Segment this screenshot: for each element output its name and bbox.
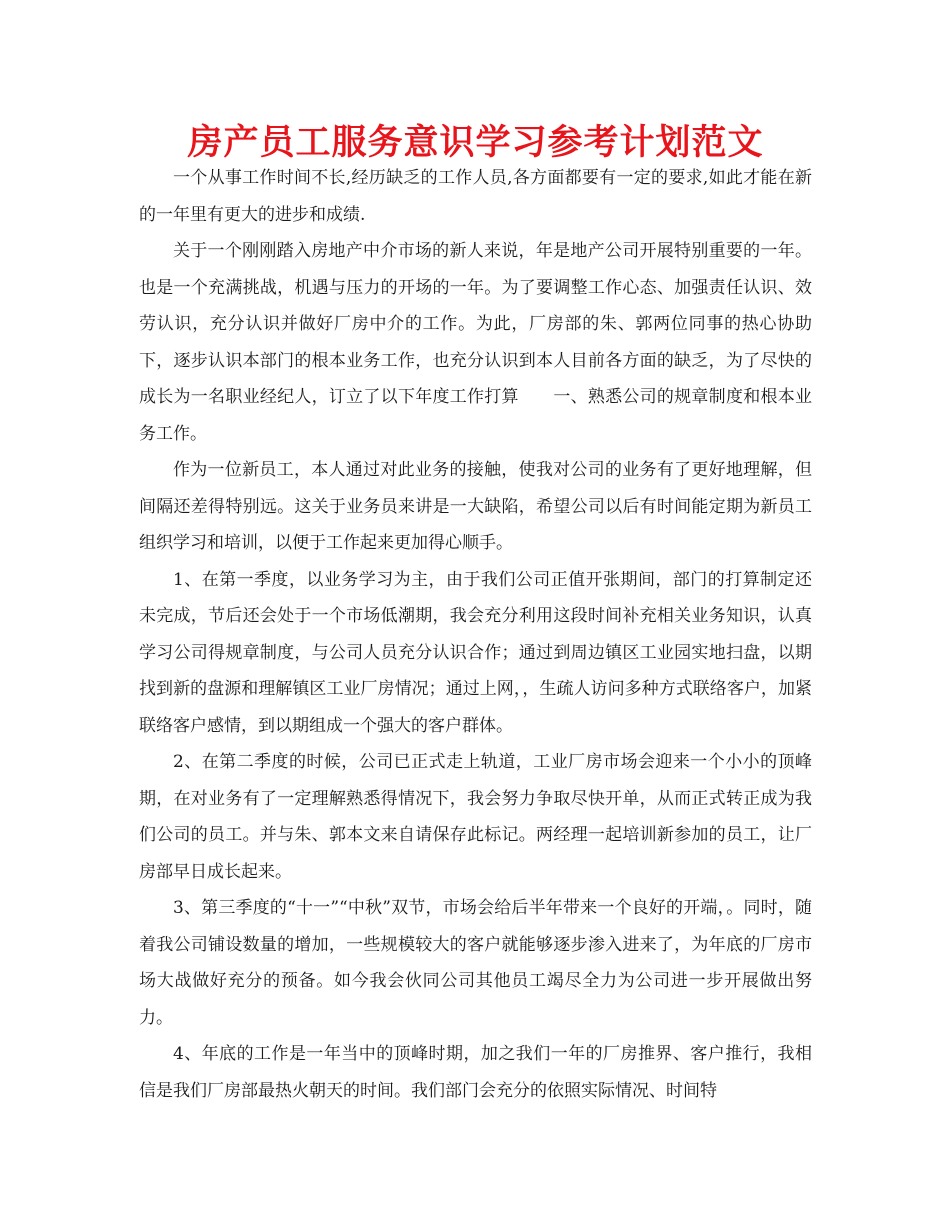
paragraph: 关于一个刚刚踏入房地产中介市场的新人来说，年是地产公司开展特别重要的一年。也是一个充满挑战，机遇与压力的开场的一年。为了要调整工作心态、加强责任认识、效劳认识，充分认识并做好厂房中介的工作。为此，厂房部的朱、郭两位同事的热心协助下，逐步认识本部门的根本业务工作，也充分认识到本人目前各方面的缺乏，为了尽快的成长为一名职业经纪人，订立了以下年度工作打算 一、熟悉公司的规章制度和根本业务工作。 (139, 241, 812, 444)
paragraph: 4、年底的工作是一年当中的顶峰时期，加之我们一年的厂房推界、客户推行，我相信是我们厂房部最热火朝天的时间。我们部门会充分的依照实际情况、时间特 (139, 1044, 812, 1101)
paragraph: 1、在第一季度，以业务学习为主，由于我们公司正值开张期间，部门的打算制定还未完成，节后还会处于一个市场低潮期，我会充分利用这段时间补充相关业务知识，认真学习公司得规章制度，与公司人员充分认识合作；通过到周边镇区工业园实地扫盘，以期找到新的盘源和理解镇区工业厂房情况；通过上网，，生疏人访问多种方式联络客户，加紧联络客户感情，到以期组成一个强大的客户群体。 (139, 569, 812, 736)
paragraph: 一个从事工作时间不长,经历缺乏的工作人员,各方面都要有一定的要求,如此才能在新的一年里有更大的进步和成绩. (139, 168, 812, 225)
document-title: 房产员工服务意识学习参考计划范文 (187, 123, 764, 163)
paragraph: 3、第三季度的“十一”“中秋”双节，市场会给后半年带来一个良好的开端，。同时，随着我公司铺设数量的增加，一些规模较大的客户就能够逐步渗入进来了，为年底的厂房市场大战做好充分的预备。如今我会伙同公司其他员工竭尽全力为公司进一步开展做出努力。 (139, 898, 812, 1028)
paragraph: 作为一位新员工，本人通过对此业务的接触，使我对公司的业务有了更好地理解，但间隔还差得特别远。这关于业务员来讲是一大缺陷，希望公司以后有时间能定期为新员工组织学习和培训，以便于工作起来更加得心顺手。 (139, 460, 812, 553)
paragraph: 2、在第二季度的时候，公司已正式走上轨道，工业厂房市场会迎来一个小小的顶峰期，在对业务有了一定理解熟悉得情况下，我会努力争取尽快开单，从而正式转正成为我们公司的员工。并与朱、郭本文来自请保存此标记。两经理一起培训新参加的员工，让厂房部早日成长起来。 (139, 752, 812, 882)
